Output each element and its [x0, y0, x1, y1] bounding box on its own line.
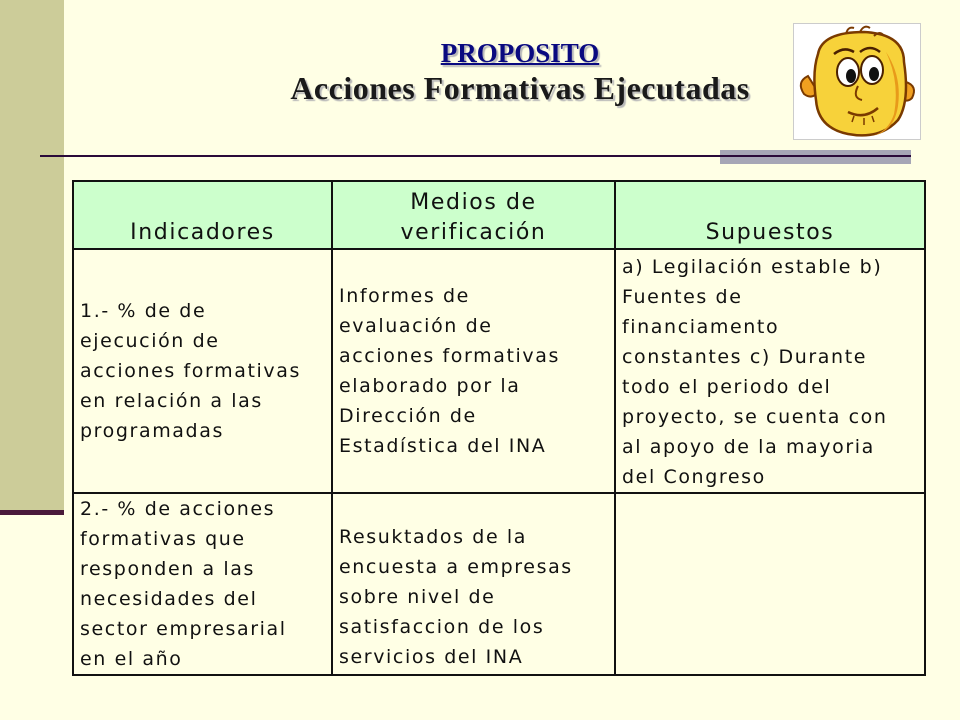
title-acciones: Acciones Formativas Ejecutadas	[290, 70, 750, 106]
table-row	[73, 493, 925, 675]
title-rule-accent	[720, 150, 911, 164]
cell-supuesto	[615, 493, 925, 675]
slide-title	[160, 36, 880, 106]
cell-indicador: 2.- % de acciones formativas que responden a las necesidades del sector empresarial en el año	[73, 493, 332, 675]
title-rule	[40, 155, 911, 157]
header-indicadores: Indicadores	[73, 181, 332, 249]
cell-indicador: 1.- % de de ejecución de acciones formativas en relación a las programadas	[73, 249, 332, 493]
cell-supuesto: a) Legilación estable b) Fuentes de financiamento constantes c) Durante todo el periodo del proyecto, se cuenta con al apoyo de la mayoria del Congreso	[615, 249, 925, 493]
sidebar-band	[0, 0, 64, 512]
table-header-row	[73, 181, 925, 249]
sidebar-divider	[0, 510, 64, 515]
cartoon-face-icon	[793, 23, 921, 140]
indicators-table	[72, 180, 926, 676]
header-medios: Medios de verificación	[332, 181, 615, 249]
cell-medio: Informes de evaluación de acciones formativas elaborado por la Dirección de Estadística del INA	[332, 249, 615, 493]
title-proposito: PROPOSITO	[440, 38, 600, 68]
table-row	[73, 249, 925, 493]
header-supuestos: Supuestos	[615, 181, 925, 249]
cell-medio: Resuktados de la encuesta a empresas sobre nivel de satisfaccion de los servicios del INA	[332, 493, 615, 675]
